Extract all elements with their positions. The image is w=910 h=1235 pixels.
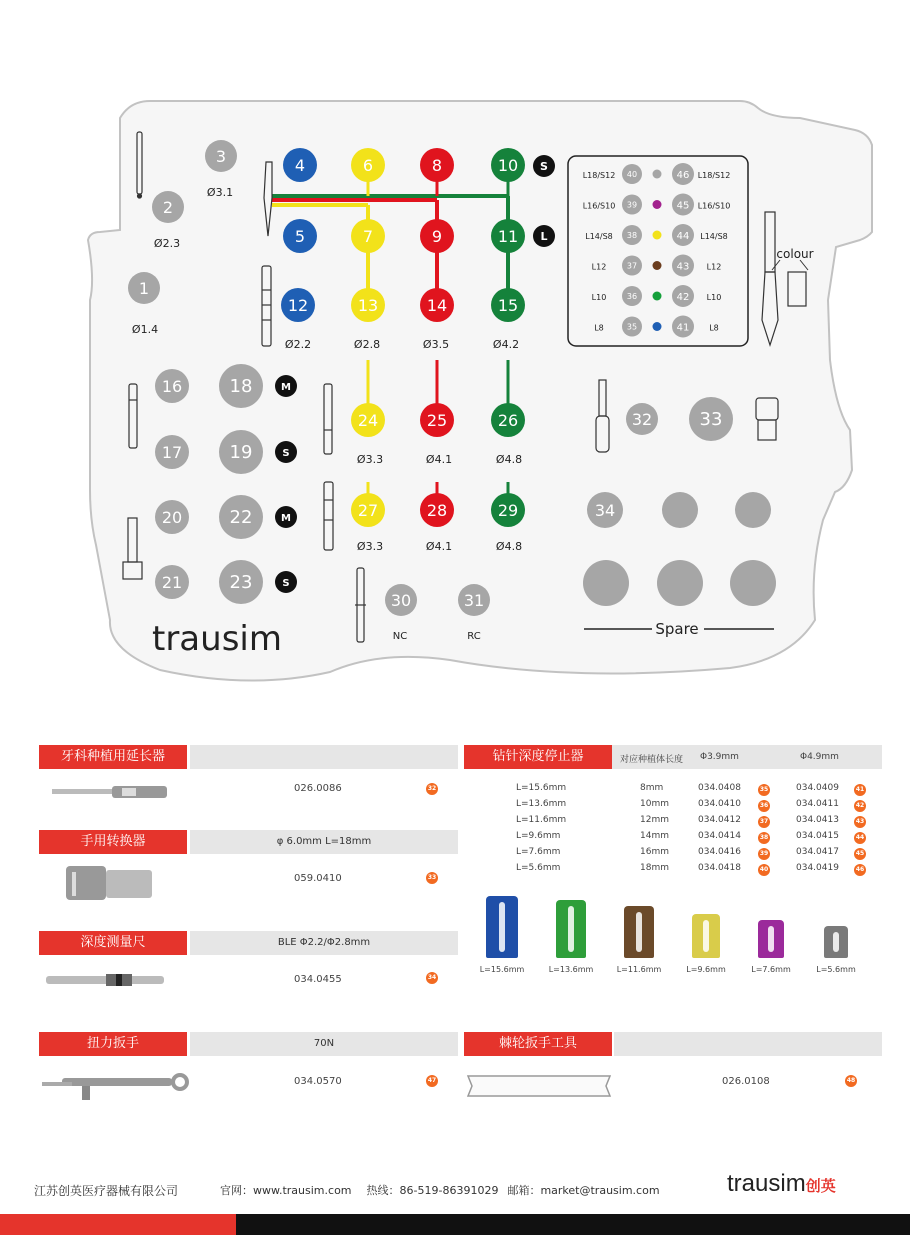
diameter-label: Ø4.8 <box>495 540 523 553</box>
svg-text:S: S <box>282 448 290 459</box>
tray-slot <box>458 584 490 616</box>
marker-l <box>533 225 555 247</box>
svg-text:L10: L10 <box>706 293 722 302</box>
extender-badge: 32 <box>426 783 438 795</box>
diameter-label: Ø4.1 <box>425 453 453 466</box>
stopper-cell: 034.0419 <box>796 863 839 873</box>
svg-text:44: 44 <box>676 231 690 242</box>
stopper-badge: 44 <box>854 832 866 844</box>
footer-site-label: 官网： <box>220 1184 253 1197</box>
svg-text:21: 21 <box>161 573 183 592</box>
marker-m-18 <box>275 375 297 397</box>
stopper-image-label: L=11.6mm <box>616 965 662 974</box>
stopper-cell: 034.0417 <box>796 847 839 857</box>
stopper-image-label: L=13.6mm <box>548 965 594 974</box>
footer-bar-red <box>0 1214 236 1235</box>
svg-text:39: 39 <box>626 200 638 210</box>
svg-text:L12: L12 <box>591 262 607 272</box>
section-title-gauge: 深度测量尺 <box>39 931 187 955</box>
stopper-image-label: L=5.6mm <box>816 965 856 974</box>
wrench-spec: 70N <box>190 1032 458 1056</box>
stopper-image <box>758 920 784 958</box>
svg-text:32: 32 <box>631 410 653 429</box>
svg-text:7: 7 <box>362 227 374 246</box>
stopper-cell: L=13.6mm <box>516 799 567 809</box>
stopper-cell: 034.0409 <box>796 783 839 793</box>
stopper-cell: 16mm <box>640 847 669 857</box>
svg-text:40: 40 <box>626 170 638 179</box>
section-title-adapter: 手用转换器 <box>39 830 187 854</box>
tray-slot <box>689 397 733 441</box>
stopper-cell: 034.0411 <box>796 799 839 809</box>
adapter-image <box>66 864 156 904</box>
svg-text:27: 27 <box>357 501 379 520</box>
stopper-image-label: L=15.6mm <box>479 965 525 974</box>
marker-s-23 <box>275 571 297 593</box>
svg-text:15: 15 <box>497 296 519 315</box>
tray-slot <box>351 219 385 253</box>
stopper-col-a: Φ3.9mm <box>700 752 739 762</box>
footer-brand-logo: trausim创英 <box>727 1170 836 1197</box>
tray-slot <box>219 495 263 539</box>
section-title-wrench: 扭力扳手 <box>39 1032 187 1056</box>
tray-slot <box>587 492 623 528</box>
stopper-cell: 034.0416 <box>698 847 741 857</box>
svg-text:L16/S10: L16/S10 <box>582 201 616 211</box>
ratchet-image <box>464 1072 614 1100</box>
svg-text:S: S <box>540 160 548 173</box>
tray-slot <box>420 148 454 182</box>
wrench-badge: 47 <box>426 1075 438 1087</box>
svg-text:43: 43 <box>676 261 690 273</box>
svg-text:L10: L10 <box>591 293 607 302</box>
svg-text:23: 23 <box>229 572 253 593</box>
svg-text:45: 45 <box>676 200 690 212</box>
footer-hotline: 86-519-86391029 <box>399 1184 499 1197</box>
spare-label: Spare <box>655 620 699 638</box>
svg-text:35: 35 <box>626 322 638 332</box>
stopper-image <box>486 896 518 958</box>
stopper-badge: 42 <box>854 800 866 812</box>
tray-slot <box>491 219 525 253</box>
svg-text:37: 37 <box>626 261 638 271</box>
stopper-col-length: 对应种植体长度 <box>620 755 684 765</box>
tray-slot <box>155 500 189 534</box>
svg-text:L18/S12: L18/S12 <box>582 171 616 180</box>
footer-site-link[interactable]: www.trausim.com <box>253 1184 352 1197</box>
stopper-badge: 37 <box>758 816 770 828</box>
stopper-badge: 45 <box>854 848 866 860</box>
stopper-cell: 034.0412 <box>698 815 741 825</box>
stopper-image <box>624 906 654 958</box>
tray-slot <box>155 435 189 469</box>
svg-text:13: 13 <box>357 296 379 315</box>
tray-slot <box>626 403 658 435</box>
tray-slot <box>351 148 385 182</box>
stopper-image-label: L=7.6mm <box>751 965 791 974</box>
adapter-code: 059.0410 <box>294 873 342 884</box>
diameter-label: Ø3.1 <box>206 186 234 199</box>
stopper-cell: 034.0408 <box>698 783 741 793</box>
stopper-cell: 034.0418 <box>698 863 741 873</box>
tray-slot <box>152 191 184 223</box>
tray-slot <box>491 403 525 437</box>
section-title-stopper: 钻针深度停止器 <box>464 745 612 769</box>
svg-text:14: 14 <box>426 296 448 315</box>
svg-text:34: 34 <box>594 501 616 520</box>
ratchet-badge: 48 <box>845 1075 857 1087</box>
svg-text:22: 22 <box>229 507 253 528</box>
svg-text:31: 31 <box>463 591 485 610</box>
svg-text:M: M <box>281 513 291 524</box>
stopper-badge: 43 <box>854 816 866 828</box>
adapter-spec: φ 6.0mm L=18mm <box>190 830 458 854</box>
svg-text:L16/S10: L16/S10 <box>697 201 731 211</box>
marker-m-22 <box>275 506 297 528</box>
svg-text:5: 5 <box>294 227 306 246</box>
nc-label: NC <box>392 631 408 642</box>
rc-label: RC <box>467 631 481 642</box>
stopper-cell: 12mm <box>640 815 669 825</box>
extender-code: 026.0086 <box>294 783 342 794</box>
stopper-cell: 14mm <box>640 831 669 841</box>
diameter-label: Ø3.5 <box>422 338 450 351</box>
footer-bar-black <box>236 1214 910 1235</box>
footer-hotline-label: 热线： <box>366 1184 400 1197</box>
diameter-label: Ø3.3 <box>356 540 384 553</box>
stopper-image-label: L=9.6mm <box>686 965 726 974</box>
gauge-image <box>46 966 166 996</box>
svg-text:L12: L12 <box>706 262 722 272</box>
tray-slot <box>281 288 315 322</box>
svg-text:L14/S8: L14/S8 <box>585 232 613 241</box>
svg-text:24: 24 <box>357 411 379 430</box>
svg-text:41: 41 <box>676 322 690 334</box>
stopper-badge: 40 <box>758 864 770 876</box>
stopper-badge: 38 <box>758 832 770 844</box>
marker-s-19 <box>275 441 297 463</box>
svg-text:20: 20 <box>161 508 183 527</box>
svg-text:8: 8 <box>431 156 443 175</box>
svg-text:S: S <box>282 578 290 589</box>
svg-text:30: 30 <box>390 591 412 610</box>
stopper-image <box>824 926 848 958</box>
svg-text:17: 17 <box>161 443 183 462</box>
svg-text:9: 9 <box>431 227 443 246</box>
stopper-cell: 8mm <box>640 783 664 793</box>
footer-company: 江苏创英医疗器械有限公司 <box>34 1184 179 1198</box>
tray-slot <box>128 272 160 304</box>
svg-text:2: 2 <box>162 198 174 217</box>
stopper-badge: 46 <box>854 864 866 876</box>
tray-slot <box>283 148 317 182</box>
svg-text:L: L <box>540 230 548 243</box>
stopper-badge: 41 <box>854 784 866 796</box>
stopper-badge: 35 <box>758 784 770 796</box>
tray-slot <box>420 219 454 253</box>
stopper-cell: L=9.6mm <box>516 831 561 841</box>
svg-text:33: 33 <box>699 409 723 430</box>
gauge-code: 034.0455 <box>294 974 342 985</box>
svg-text:3: 3 <box>215 147 227 166</box>
stopper-cell: 034.0413 <box>796 815 839 825</box>
marker-s-top <box>533 155 555 177</box>
stopper-cell: 034.0410 <box>698 799 741 809</box>
diameter-label: Ø4.8 <box>495 453 523 466</box>
tray-slot <box>491 148 525 182</box>
svg-text:11: 11 <box>497 227 519 246</box>
svg-text:46: 46 <box>676 170 690 181</box>
diameter-label: Ø2.8 <box>353 338 381 351</box>
tray-slot <box>420 288 454 322</box>
adapter-badge: 33 <box>426 872 438 884</box>
tray-slot <box>205 140 237 172</box>
tray-slot <box>155 565 189 599</box>
svg-text:25: 25 <box>426 411 448 430</box>
tray-slot <box>219 364 263 408</box>
svg-text:L8: L8 <box>594 323 604 333</box>
tray-slot <box>351 403 385 437</box>
wrench-code: 034.0570 <box>294 1076 342 1087</box>
footer-mail-label: 邮箱： <box>507 1184 541 1197</box>
stopper-col-b: Φ4.9mm <box>800 752 839 762</box>
diameter-label: Ø4.2 <box>492 338 520 351</box>
stopper-cell: L=15.6mm <box>516 783 567 793</box>
diameter-label: Ø1.4 <box>131 323 159 336</box>
footer-contact <box>220 1182 660 1198</box>
svg-text:42: 42 <box>676 292 690 303</box>
stopper-badge: 39 <box>758 848 770 860</box>
tray-slot <box>351 288 385 322</box>
diameter-label: Ø2.2 <box>284 338 312 351</box>
tray-slot <box>283 219 317 253</box>
svg-text:L14/S8: L14/S8 <box>700 232 728 241</box>
gauge-badge: 34 <box>426 972 438 984</box>
colour-label: colour <box>776 247 814 261</box>
stopper-image <box>692 914 720 958</box>
tray-slot <box>351 493 385 527</box>
svg-text:16: 16 <box>161 377 183 396</box>
svg-text:28: 28 <box>426 501 448 520</box>
svg-text:36: 36 <box>626 292 638 301</box>
tray-slot <box>155 369 189 403</box>
diameter-label: Ø4.1 <box>425 540 453 553</box>
svg-text:29: 29 <box>497 501 519 520</box>
wrench-image <box>42 1068 192 1102</box>
svg-text:M: M <box>281 382 291 393</box>
section-bar-extender <box>190 745 458 769</box>
stopper-cell: 034.0415 <box>796 831 839 841</box>
diameter-label: Ø3.3 <box>356 453 384 466</box>
footer-mail-link[interactable]: market@trausim.com <box>540 1184 660 1197</box>
stopper-cell: L=7.6mm <box>516 847 561 857</box>
stopper-cell: 18mm <box>640 863 669 873</box>
stopper-image <box>556 900 586 958</box>
stopper-cell: L=5.6mm <box>516 863 561 873</box>
svg-text:18: 18 <box>229 376 253 397</box>
stopper-cell: L=11.6mm <box>516 815 567 825</box>
stopper-cell: 034.0414 <box>698 831 741 841</box>
tray-slot <box>219 430 263 474</box>
svg-text:6: 6 <box>362 156 374 175</box>
svg-text:26: 26 <box>497 411 519 430</box>
svg-text:4: 4 <box>294 156 306 175</box>
svg-text:L18/S12: L18/S12 <box>697 171 731 180</box>
section-title-ratchet: 棘轮扳手工具 <box>464 1032 612 1056</box>
tray-slot <box>219 560 263 604</box>
tray-brand-logo: trausim <box>152 619 282 659</box>
diameter-label: Ø2.3 <box>153 237 181 250</box>
tray-slot <box>420 493 454 527</box>
gauge-spec: BLE Φ2.2/Φ2.8mm <box>190 931 458 955</box>
svg-text:L8: L8 <box>709 323 719 333</box>
tray-slot <box>491 288 525 322</box>
svg-text:38: 38 <box>626 231 638 240</box>
svg-text:10: 10 <box>497 156 519 175</box>
svg-text:1: 1 <box>138 279 150 298</box>
tray-slot <box>491 493 525 527</box>
extender-image <box>52 780 170 804</box>
section-title-extender: 牙科种植用延长器 <box>39 745 187 769</box>
tray-slot <box>385 584 417 616</box>
svg-text:12: 12 <box>287 296 309 315</box>
svg-text:19: 19 <box>229 442 253 463</box>
tray-slot <box>420 403 454 437</box>
stopper-badge: 36 <box>758 800 770 812</box>
stopper-cell: 10mm <box>640 799 669 809</box>
section-bar-ratchet <box>614 1032 882 1056</box>
ratchet-code: 026.0108 <box>722 1076 770 1087</box>
